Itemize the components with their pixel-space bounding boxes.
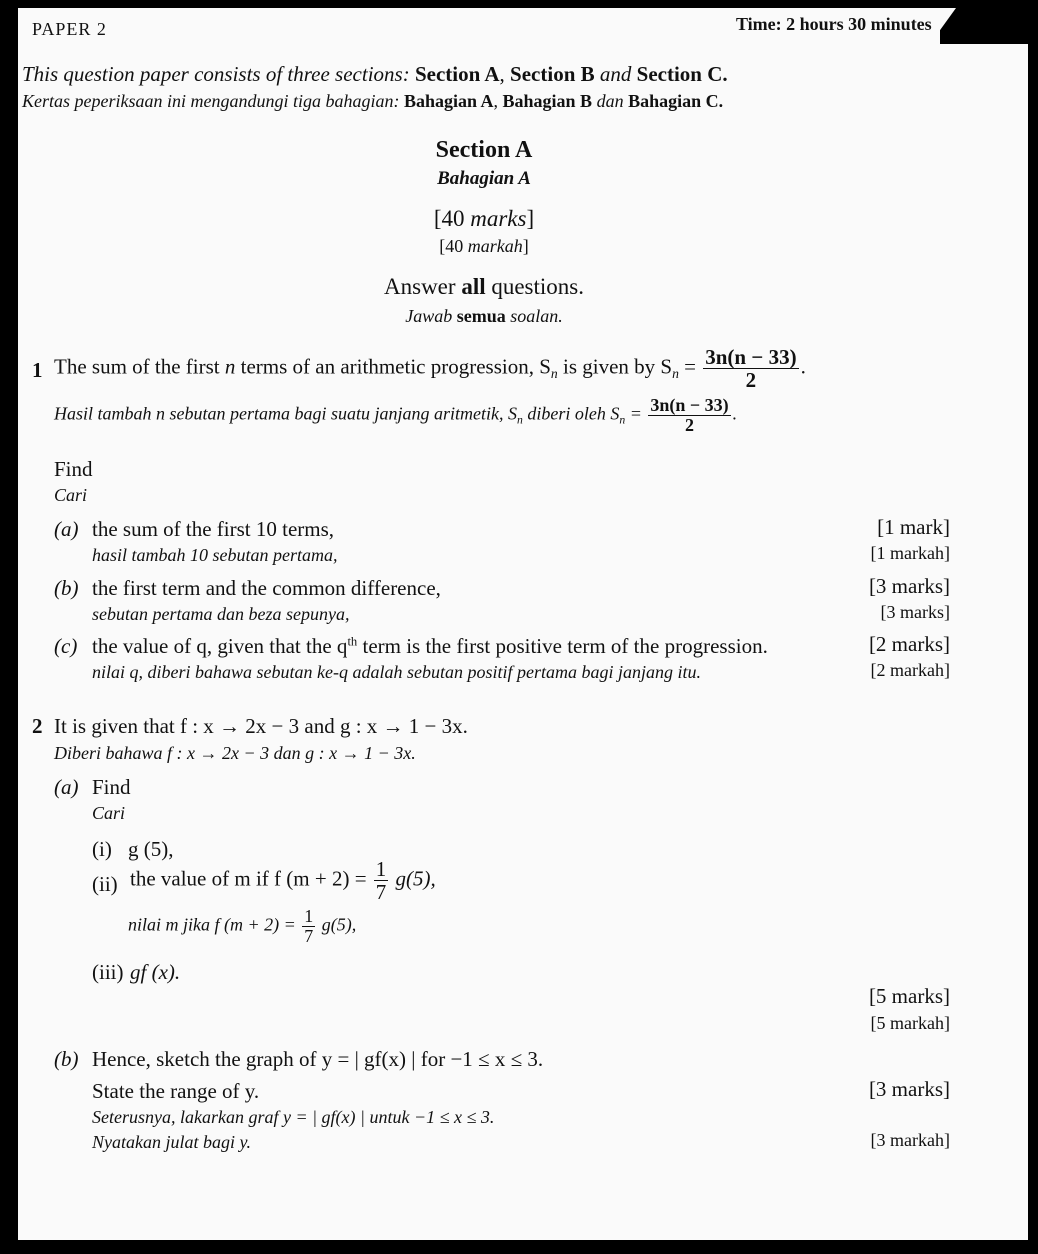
sum-formula-fraction: $\frac{3n(n - 33)}{2}$ bbox=[705, 345, 797, 393]
section-marks-malay: [40 markah] bbox=[439, 236, 529, 256]
header-tab-edge bbox=[930, 8, 956, 44]
q2a-find-malay: Cari bbox=[92, 803, 126, 823]
q2a-i-text: g (5), bbox=[128, 837, 174, 861]
q1a-text: the sum of the first 10 terms, bbox=[92, 517, 335, 541]
q2a-marks: [5 marks] bbox=[868, 984, 950, 1008]
time-allowed: Time: 2 hours 30 minutes bbox=[736, 14, 932, 34]
q1a-marks-malay: [1 markah] bbox=[870, 543, 950, 563]
section-marks: [40 marks] bbox=[433, 206, 535, 231]
question-2-stem-malay: Diberi bahawa f : x → 2x − 3 dan g : x → 1 − 3x. bbox=[54, 743, 416, 763]
q2b-text-2: State the range of y. bbox=[92, 1079, 260, 1103]
q1c-marks: [2 marks] bbox=[868, 632, 950, 656]
q2a-marks-malay: [5 markah] bbox=[870, 1013, 950, 1033]
q2a-ii-text-malay: nilai m jika f (m + 2) = $\frac{1}{7}$ g(5), bbox=[128, 906, 357, 946]
section-title-malay: Bahagian A bbox=[437, 168, 531, 189]
q2b-label: (b) bbox=[54, 1047, 79, 1071]
question-2-stem: It is given that f : x → 2x − 3 and g : x → 1 − 3x. bbox=[54, 714, 468, 738]
q1c-text-malay: nilai q, diberi bahawa sebutan ke-q adalah sebutan positif pertama bagi janjang itu. bbox=[92, 662, 701, 682]
question-2-number: 2 bbox=[32, 714, 43, 738]
q2a-ii-label: (ii) bbox=[92, 872, 118, 896]
paper-label: PAPER 2 bbox=[32, 19, 107, 39]
q2a-iii-label: (iii) bbox=[92, 960, 124, 984]
q2a-i-label: (i) bbox=[92, 837, 112, 861]
q1c-text: the value of q, given that the $q^{th}$ term is the first positive term of the progression. bbox=[92, 634, 768, 658]
question-1-number: 1 bbox=[32, 358, 43, 382]
q2b-marks: [3 marks] bbox=[868, 1077, 950, 1101]
intro-english: This question paper consists of three sections: Section A, Section B and Section C. bbox=[22, 62, 728, 86]
one-seventh-fraction-malay: $\frac{1}{7}$ bbox=[304, 906, 314, 946]
q1a-label: (a) bbox=[54, 517, 79, 541]
question-1-stem: The sum of the first n terms of an arithmetic progression, $S_n$ is given by $S_n$ = $\frac{3n(n - 33)}{2}$ . bbox=[54, 345, 806, 393]
q1-find: Find bbox=[54, 457, 93, 481]
q2a-ii-text: the value of m if f (m + 2) = $\frac{1}{7}$ g(5), bbox=[130, 857, 436, 905]
q2b-text-2-malay: Nyatakan julat bagi y. bbox=[92, 1132, 251, 1152]
intro-malay: Kertas peperiksaan ini mengandungi tiga bahagian: Bahagian A, Bahagian B dan Bahagian C. bbox=[22, 91, 724, 111]
q2a-label: (a) bbox=[54, 775, 79, 799]
q2b-text-malay: Seterusnya, lakarkan graf y = | gf(x) | untuk −1 ≤ x ≤ 3. bbox=[92, 1107, 495, 1127]
one-seventh-fraction: $\frac{1}{7}$ bbox=[375, 857, 387, 905]
q2b-marks-malay: [3 markah] bbox=[870, 1130, 950, 1150]
q1b-marks: [3 marks] bbox=[868, 574, 950, 598]
q1a-text-malay: hasil tambah 10 sebutan pertama, bbox=[92, 545, 338, 565]
question-1-stem-malay: Hasil tambah n sebutan pertama bagi suatu janjang aritmetik, $S_n$ diberi oleh $S_n$ = $\frac{3n(n - 33)}{2}$ . bbox=[54, 395, 738, 435]
q2b-text: Hence, sketch the graph of y = | gf(x) | for −1 ≤ x ≤ 3. bbox=[92, 1047, 544, 1071]
section-instruction-malay: Jawab semua soalan. bbox=[405, 306, 563, 326]
section-instruction: Answer all questions. bbox=[384, 274, 584, 299]
q1b-text-malay: sebutan pertama dan beza sepunya, bbox=[92, 604, 350, 624]
q1c-marks-malay: [2 markah] bbox=[870, 660, 950, 680]
q1c-label: (c) bbox=[54, 634, 78, 658]
section-title: Section A bbox=[435, 137, 533, 163]
q1b-text: the first term and the common difference, bbox=[92, 576, 441, 600]
q1b-marks-malay: [3 marks] bbox=[880, 602, 950, 622]
q2a-iii-text: gf (x). bbox=[130, 960, 181, 984]
q2a-find: Find bbox=[92, 775, 131, 799]
q1a-marks: [1 mark] bbox=[877, 515, 950, 539]
q1-find-malay: Cari bbox=[54, 485, 88, 505]
q1b-label: (b) bbox=[54, 576, 79, 600]
sum-formula-fraction-malay: $\frac{3n(n - 33)}{2}$ bbox=[650, 395, 729, 435]
